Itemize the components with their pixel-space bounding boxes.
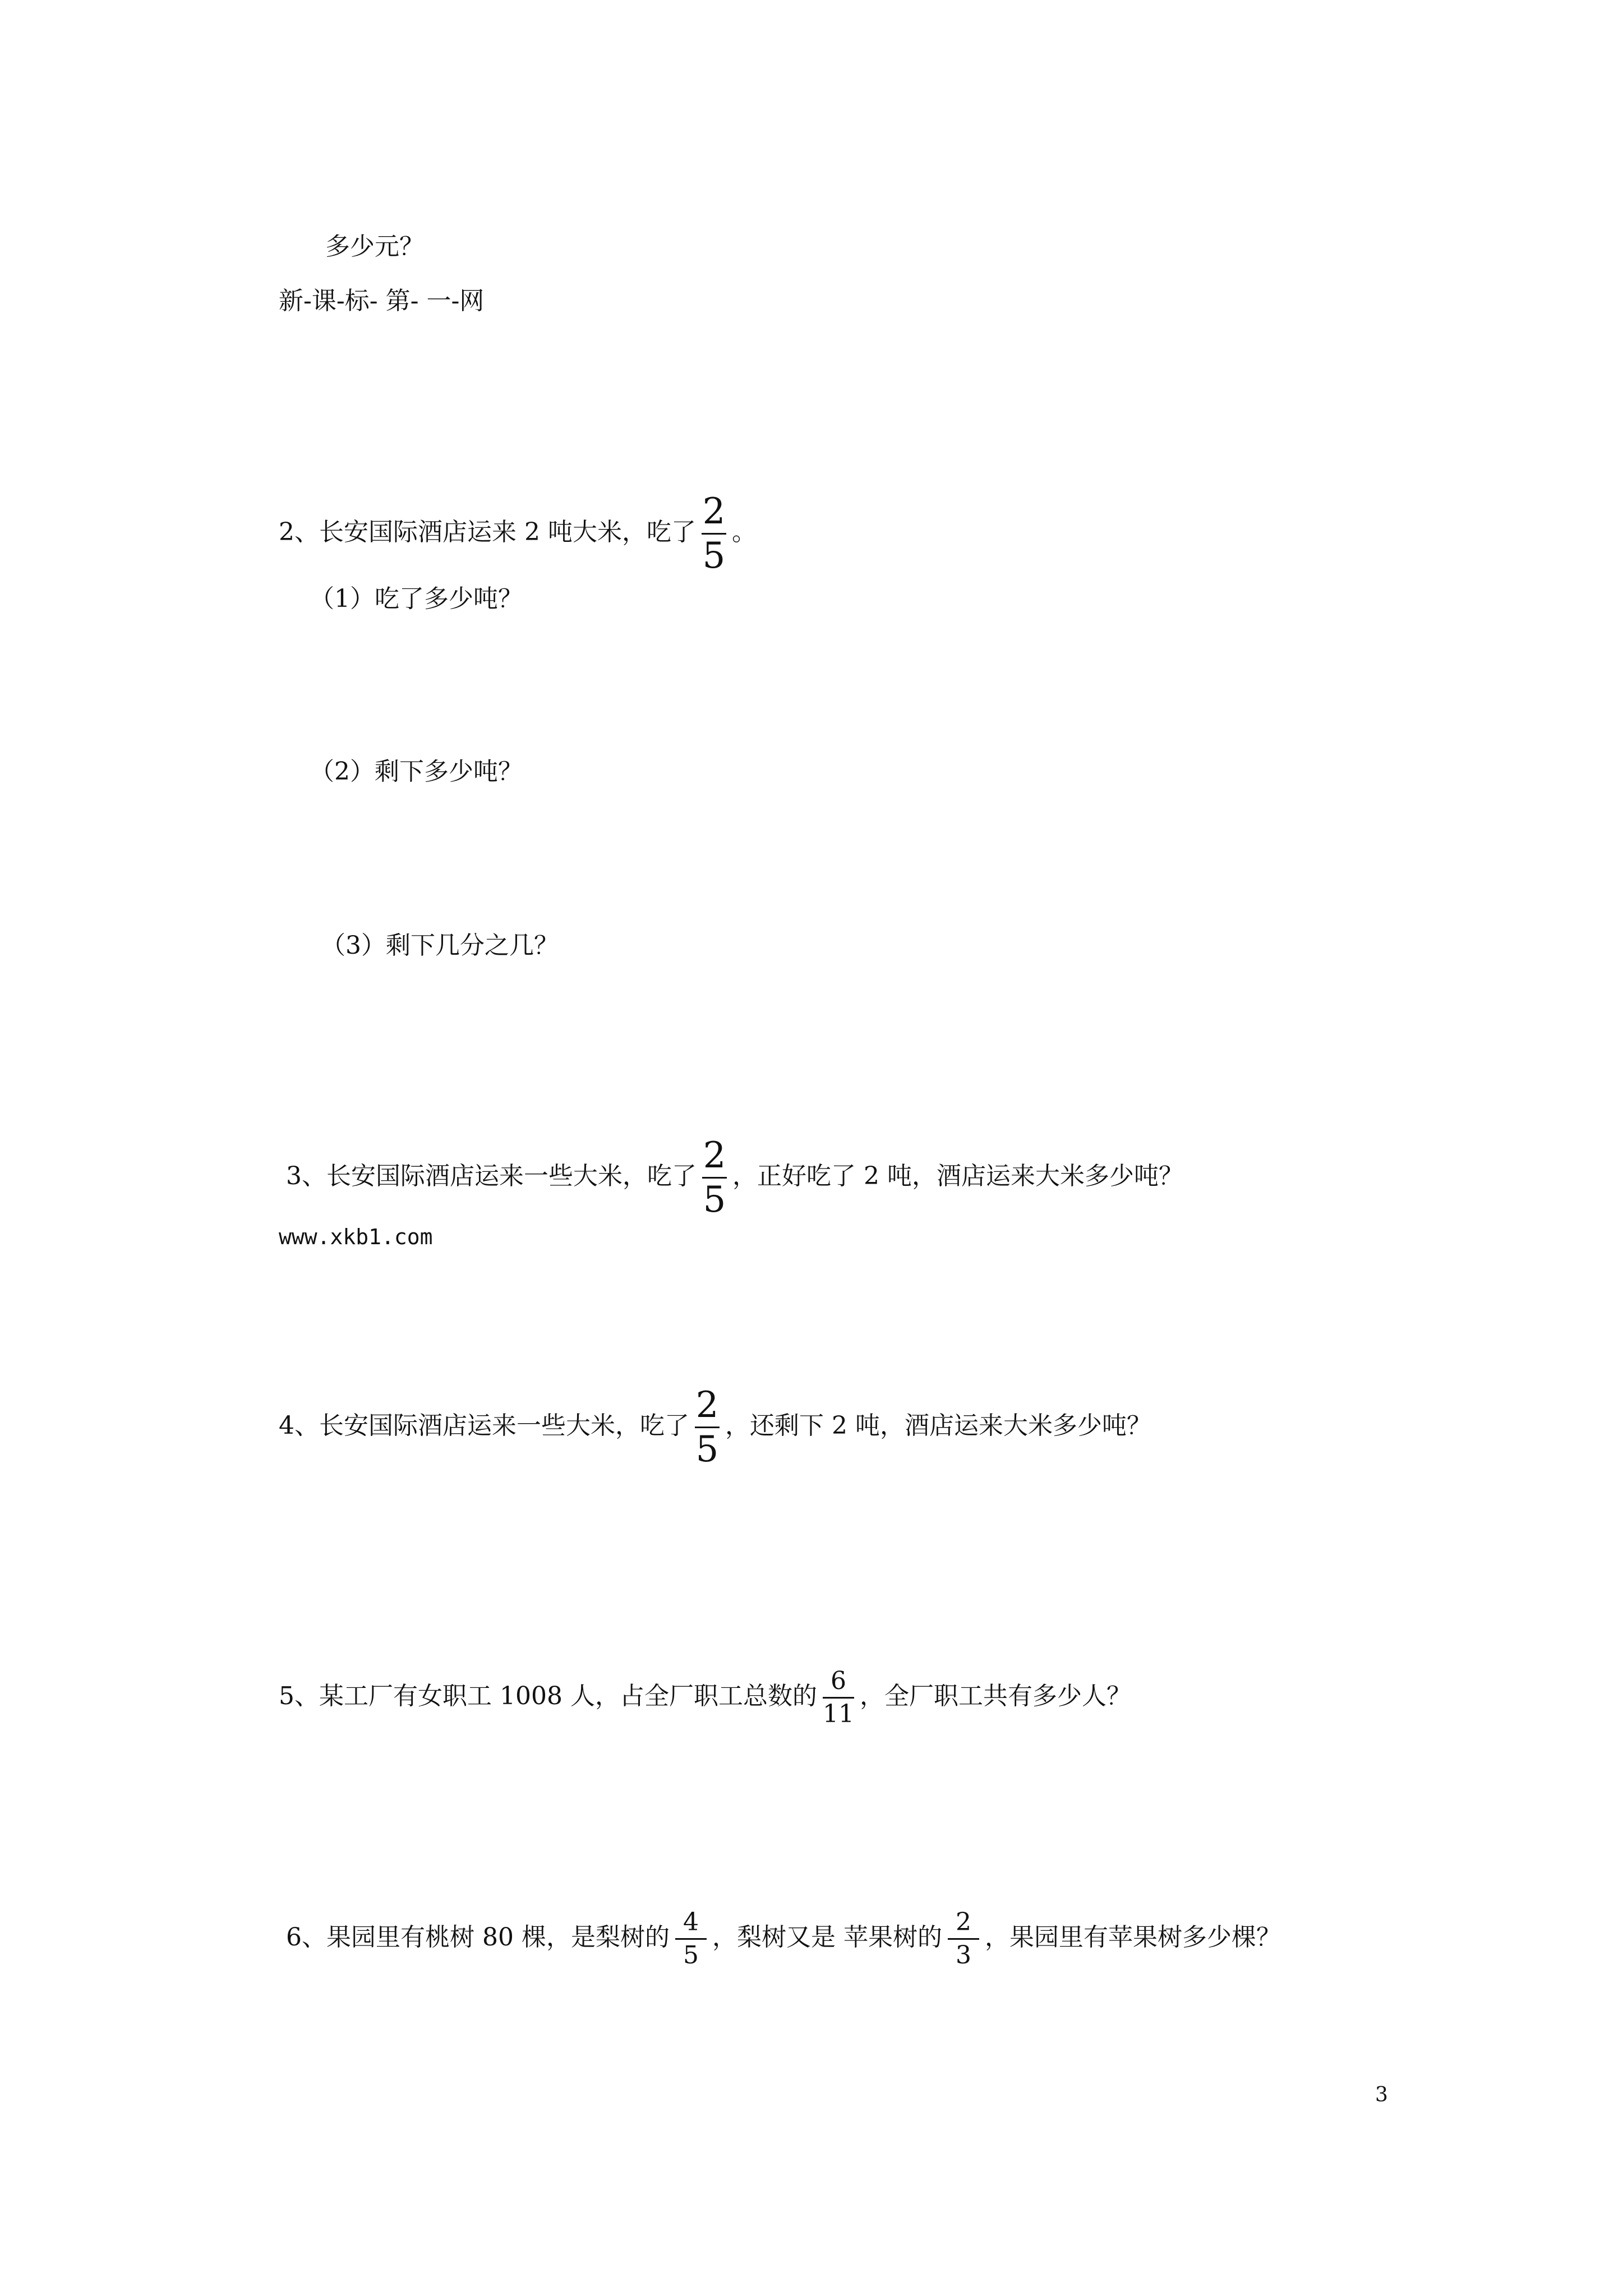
watermark-text: 新-课-标- 第- 一-网 [279, 287, 485, 315]
fraction-bar [823, 1697, 854, 1699]
fraction-numerator: 2 [695, 1384, 719, 1426]
question-2-sub-1: （1）吃了多少吨？ [310, 585, 523, 613]
question-5-text-end: ，全厂职工共有多少人？ [859, 1682, 1131, 1710]
fraction-numerator: 2 [955, 1908, 971, 1936]
fraction [702, 1135, 727, 1221]
fraction-denominator: 11 [822, 1700, 854, 1728]
fraction-denominator: 5 [695, 1429, 719, 1470]
question-2-sub-2: （2）剩下多少吨？ [310, 757, 523, 786]
fraction-numerator: 4 [683, 1908, 699, 1936]
question-2-text-end: 。 [731, 518, 757, 546]
fraction [675, 1910, 707, 1968]
question-3-text: 3、长安国际酒店运来一些大米，吃了 [286, 1162, 697, 1190]
url-text: www.xkb1.com [279, 1225, 433, 1249]
fraction-bar [675, 1938, 707, 1940]
question-6 [286, 1910, 1281, 1968]
question-3 [286, 1135, 1183, 1221]
continuation-text: 多少元？ [325, 232, 424, 261]
question-2 [279, 491, 757, 577]
fraction-bar [702, 533, 726, 535]
page-number: 3 [1375, 2083, 1388, 2106]
fraction-denominator: 5 [703, 1179, 726, 1221]
question-6-text-end: ，果园里有苹果树多少棵？ [984, 1923, 1281, 1952]
fraction-denominator: 3 [955, 1941, 971, 1970]
question-6-text-middle: ，梨树又是 苹果树的 [712, 1923, 942, 1952]
fraction [702, 491, 726, 577]
fraction-numerator: 2 [702, 491, 726, 532]
question-2-sub-3: （3）剩下几分之几？ [321, 931, 559, 960]
fraction [948, 1910, 979, 1968]
fraction-denominator: 5 [702, 535, 726, 577]
fraction-numerator: 2 [703, 1135, 726, 1176]
fraction-bar [948, 1938, 979, 1940]
fraction-numerator: 6 [830, 1667, 846, 1695]
question-6-text: 6、果园里有桃树 80 棵，是梨树的 [286, 1923, 670, 1952]
fraction-bar [702, 1177, 727, 1179]
question-5-text: 5、某工厂有女职工 1008 人，占全厂职工总数的 [279, 1682, 817, 1710]
question-3-text-end: ，正好吃了 2 吨，酒店运来大米多少吨？ [732, 1162, 1183, 1190]
fraction-bar [695, 1427, 720, 1428]
question-4-text: 4、长安国际酒店运来一些大米，吃了 [279, 1411, 689, 1440]
fraction-denominator: 5 [683, 1941, 699, 1970]
fraction [823, 1669, 854, 1727]
question-4 [279, 1384, 1151, 1470]
question-5 [279, 1669, 1131, 1727]
question-4-text-end: ，还剩下 2 吨，酒店运来大米多少吨？ [725, 1411, 1151, 1440]
fraction [695, 1384, 720, 1470]
question-2-text: 2、长安国际酒店运来 2 吨大米，吃了 [279, 518, 696, 546]
